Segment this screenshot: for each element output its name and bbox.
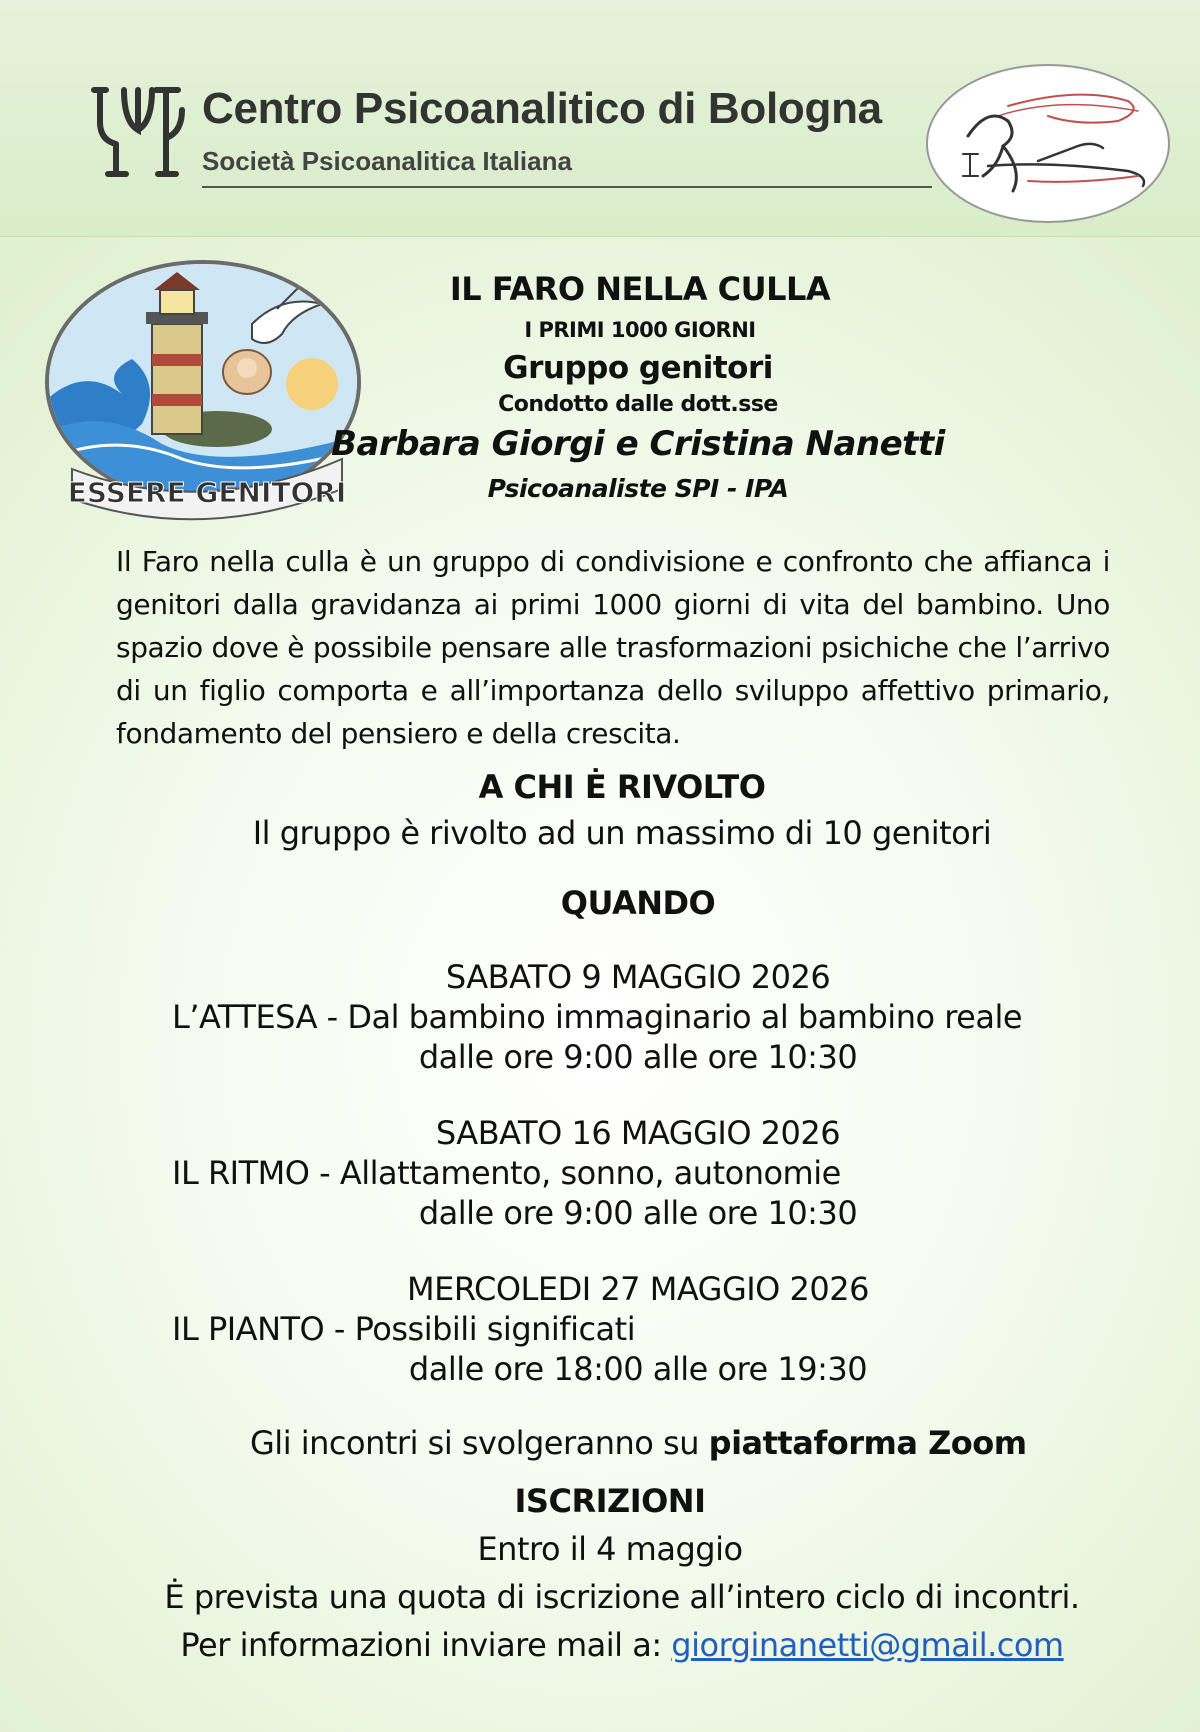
audience-text: Il gruppo è rivolto ad un massimo di 10 genitori <box>252 814 992 852</box>
org-name: Centro Psicoanalitico di Bologna <box>202 84 882 133</box>
header-banner <box>0 0 1200 237</box>
audience-heading: A CHI Ė RIVOLTO <box>478 768 766 806</box>
contact-email-link[interactable]: giorginanetti@gmail.com <box>671 1626 1064 1664</box>
description-paragraph: Il Faro nella culla è un gruppo di condivisione e confronto che affianca i genitori dalla gravidanza ai primi 1000 giorni di vita del bambino. Uno spazio dove è possibile pensare alle trasformazioni psichiche che l’arrivo di un figlio comporta e all’importanza dello sviluppo affettivo primario, fondamento del pensiero e della crescita. <box>116 545 1110 750</box>
event-3-date: MERCOLEDI 27 MAGGIO 2026 <box>407 1270 869 1308</box>
event-2-time: dalle ore 9:00 alle ore 10:30 <box>418 1194 858 1232</box>
schedule-heading: QUANDO <box>560 884 716 922</box>
platform-line <box>250 1424 1027 1462</box>
led-by-label: Condotto dalle dott.sse <box>498 392 778 417</box>
header-divider <box>202 186 932 188</box>
event-3-title: IL PIANTO - Possibili significati <box>172 1310 636 1348</box>
event-3-time: dalle ore 18:00 alle ore 19:30 <box>408 1350 868 1388</box>
platform-name: piattaforma Zoom <box>708 1424 1027 1462</box>
event-2-title: IL RITMO - Allattamento, sonno, autonomie <box>172 1154 841 1192</box>
event-1-date: SABATO 9 MAGGIO 2026 <box>445 958 831 996</box>
contact-line <box>22 1626 1200 1664</box>
badge-label: ESSERE GENITORI <box>67 476 347 509</box>
event-1-title: L’ATTESA - Dal bambino immaginario al bambino reale <box>172 998 1023 1036</box>
registration-fee: Ė prevista una quota di iscrizione all’intero ciclo di incontri. <box>164 1578 1080 1616</box>
leaders-role: Psicoanaliste SPI - IPA <box>487 474 789 503</box>
leaders-names: Barbara Giorgi e Cristina Nanetti <box>331 424 945 464</box>
org-subtitle: Società Psicoanalitica Italiana <box>202 146 572 176</box>
couch-drawing <box>926 64 1170 223</box>
event-2-date: SABATO 16 MAGGIO 2026 <box>435 1114 841 1152</box>
platform-prefix: Gli incontri si svolgeranno su <box>250 1424 709 1462</box>
institute-logo <box>86 82 186 182</box>
event-1-time: dalle ore 9:00 alle ore 10:30 <box>418 1038 858 1076</box>
registration-heading: ISCRIZIONI <box>514 1482 706 1520</box>
group-label: Gruppo genitori <box>503 350 773 386</box>
registration-deadline: Entro il 4 maggio <box>477 1530 743 1568</box>
event-title: IL FARO NELLA CULLA <box>449 270 831 308</box>
event-subtitle: I PRIMI 1000 GIORNI <box>524 318 756 342</box>
contact-prefix: Per informazioni inviare mail a: <box>180 1626 672 1664</box>
